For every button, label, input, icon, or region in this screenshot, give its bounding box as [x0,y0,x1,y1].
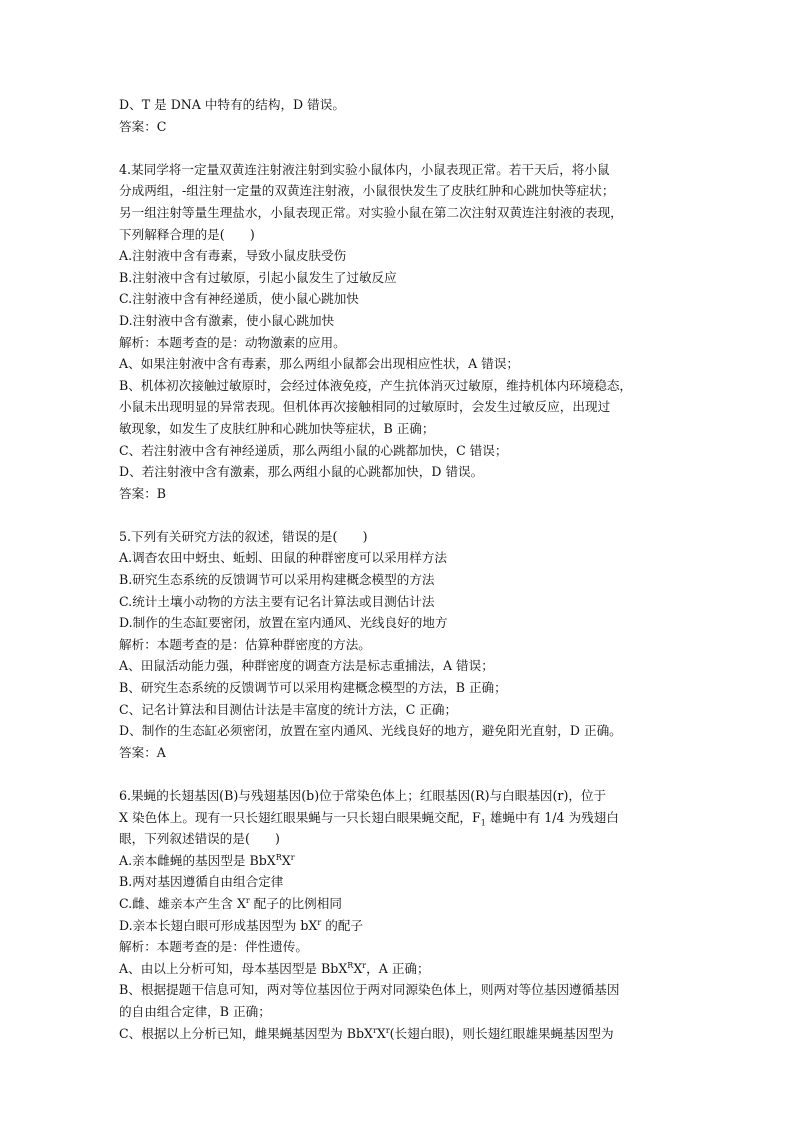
analysis-line: B、机体初次接触过敏原时，会经过体液免疫，产生抗体消灭过敏原，维持机体内环境稳态， [119,377,633,393]
document-page [119,94,681,1044]
question-5 [119,526,681,764]
text-run: 雄蝇中有 1/4 为残翅白 [485,809,619,825]
analysis-line: 小鼠未出现明显的异常表现。但机体再次接触相同的过敏原时，会发生过敏反应，出现过 [119,399,611,415]
text-run: A、由以上分析可知，母本基因型是 BbX [119,960,348,976]
question-6 [119,785,681,1044]
answer-line: 答案：C [119,118,167,134]
question-stem-line: 另一组注射等量生理盐水，小鼠表现正常。对实验小鼠在第二次注射双黄连注射液的表现， [119,204,623,220]
analysis-line: 解析：本题考查的是：估算种群密度的方法。 [119,636,371,652]
text-run: A.亲本雌蝇的基因型是 BbX [119,852,276,868]
analysis-line: B、研究生态系统的反馈调节可以采用构建概念模型的方法，B 正确； [119,680,507,696]
option-c: C.统计土壤小动物的方法主要有记名计算法或目测估计法 [119,593,435,609]
answer-line: 答案：B [119,485,167,501]
option-b: B.注射液中含有过敏原，引起小鼠发生了过敏反应 [119,269,397,285]
spacer [119,763,681,785]
text-run: 的配子 [321,917,364,933]
superscript: r [373,1025,377,1035]
option-a [119,850,681,872]
option-d: D.注射液中含有激素，使小鼠心跳加快 [119,312,335,328]
analysis-line: B、根据提题干信息可知，两对等位基因位于两对同源染色体上，则两对等位基因遵循基因 [119,982,620,998]
option-c: C.注射液中含有神经递质，使小鼠心跳加快 [119,291,359,307]
analysis-line: 解析：本题考查的是：伴性遗传。 [119,939,308,955]
analysis-line: 的自由组合定律，B 正确； [119,1003,271,1019]
question-stem-line: 6.果蝇的长翅基因(B)与残翅基因(b)位于常染色体上；红眼基因(R)与白眼基因(r)，位于 [119,788,607,803]
option-a: A.注射液中含有毒素，导致小鼠皮肤受伤 [119,248,347,264]
text-run: 配子的比例相同 [249,895,342,911]
text-run: X 染色体上。现有一只长翅红眼果蝇与一只长翅白眼果蝇交配，F [119,809,481,825]
analysis-line: D、制作的生态缸必须密闭，放置在室内通风、光线良好的地方，避免阳光直射，D 正确。 [119,723,622,739]
superscript: r [385,1025,390,1035]
superscript: r [245,895,250,905]
question-stem-line: 眼，下列叙述错误的是( ) [119,831,280,847]
option-b: B.研究生态系统的反馈调节可以采用构建概念模型的方法 [119,572,435,588]
spacer [119,504,681,526]
question-stem-line [119,807,681,829]
text-run: X [376,1025,386,1041]
subscript: 1 [480,818,486,828]
text-line: D、T 是 DNA 中特有的结构，D 错误。 [119,97,345,112]
analysis-line: A、田鼠活动能力强，种群密度的调查方法是标志重捕法，A 错误； [119,658,494,674]
question-stem-line: 下列解释合理的是( ) [119,226,255,242]
question-stem-line: 4.某同学将一定量双黄连注射液注射到实验小鼠体内，小鼠表现正常。若干天后，将小鼠 [119,161,610,177]
text-run: X [353,960,363,976]
analysis-line: A、如果注射液中含有毒素，那么两组小鼠都会出现相应性状，A 错误； [119,356,520,372]
analysis-line: C、若注射液中含有神经递质，那么两组小鼠的心跳都加快，C 错误； [119,442,508,458]
analysis-line: 敏现象，如发生了皮肤红肿和心跳加快等症状，B 正确； [119,420,435,436]
analysis-line [119,1023,681,1045]
analysis-line: D、若注射液中含有激素，那么两组小鼠的心跳都加快，D 错误。 [119,464,484,480]
text-run: D.亲本长翅白眼可形成基因型为 bX [119,917,318,933]
text-run: C、根据以上分析已知，雌果蝇基因型为 BbX [119,1025,374,1041]
option-a: A.调杳农田中蚜虫、蚯蚓、田鼠的种群密度可以采用样方法 [119,550,447,566]
text-run: ，A 正确； [366,960,430,976]
superscript: R [347,960,354,970]
text-run: X [281,852,291,868]
superscript: r [362,960,367,970]
text-run: C.雌、雄亲本产生含 X [119,895,246,911]
superscript: R [275,852,282,862]
analysis-line [119,958,681,980]
analysis-line: 解析：本题考查的是：动物激素的应用。 [119,334,346,350]
option-d: D.制作的生态缸要密闭，放置在室内通风、光线良好的地方 [119,615,448,631]
option-c [119,893,681,915]
question-stem-line: 分成两组，-组注射一定量的双黄连注射液，小鼠很快发生了皮肤红肿和心跳加快等症状； [119,183,615,199]
option-d [119,915,681,937]
option-b: B.两对基因遵循自由组合定律 [119,874,284,890]
superscript: r [317,917,322,927]
spacer [119,137,681,159]
superscript: r [290,852,295,862]
text-run: (长翅白眼)，则长翅红眼雄果蝇基因型为 [389,1025,614,1041]
answer-line: 答案：A [119,744,166,760]
question-stem-line: 5.下列有关研究方法的叙述，错误的是( ) [119,528,368,544]
analysis-line: C、记名计算法和目测估计法是丰富度的统计方法，C 正确； [119,701,458,717]
question-4 [119,159,681,505]
